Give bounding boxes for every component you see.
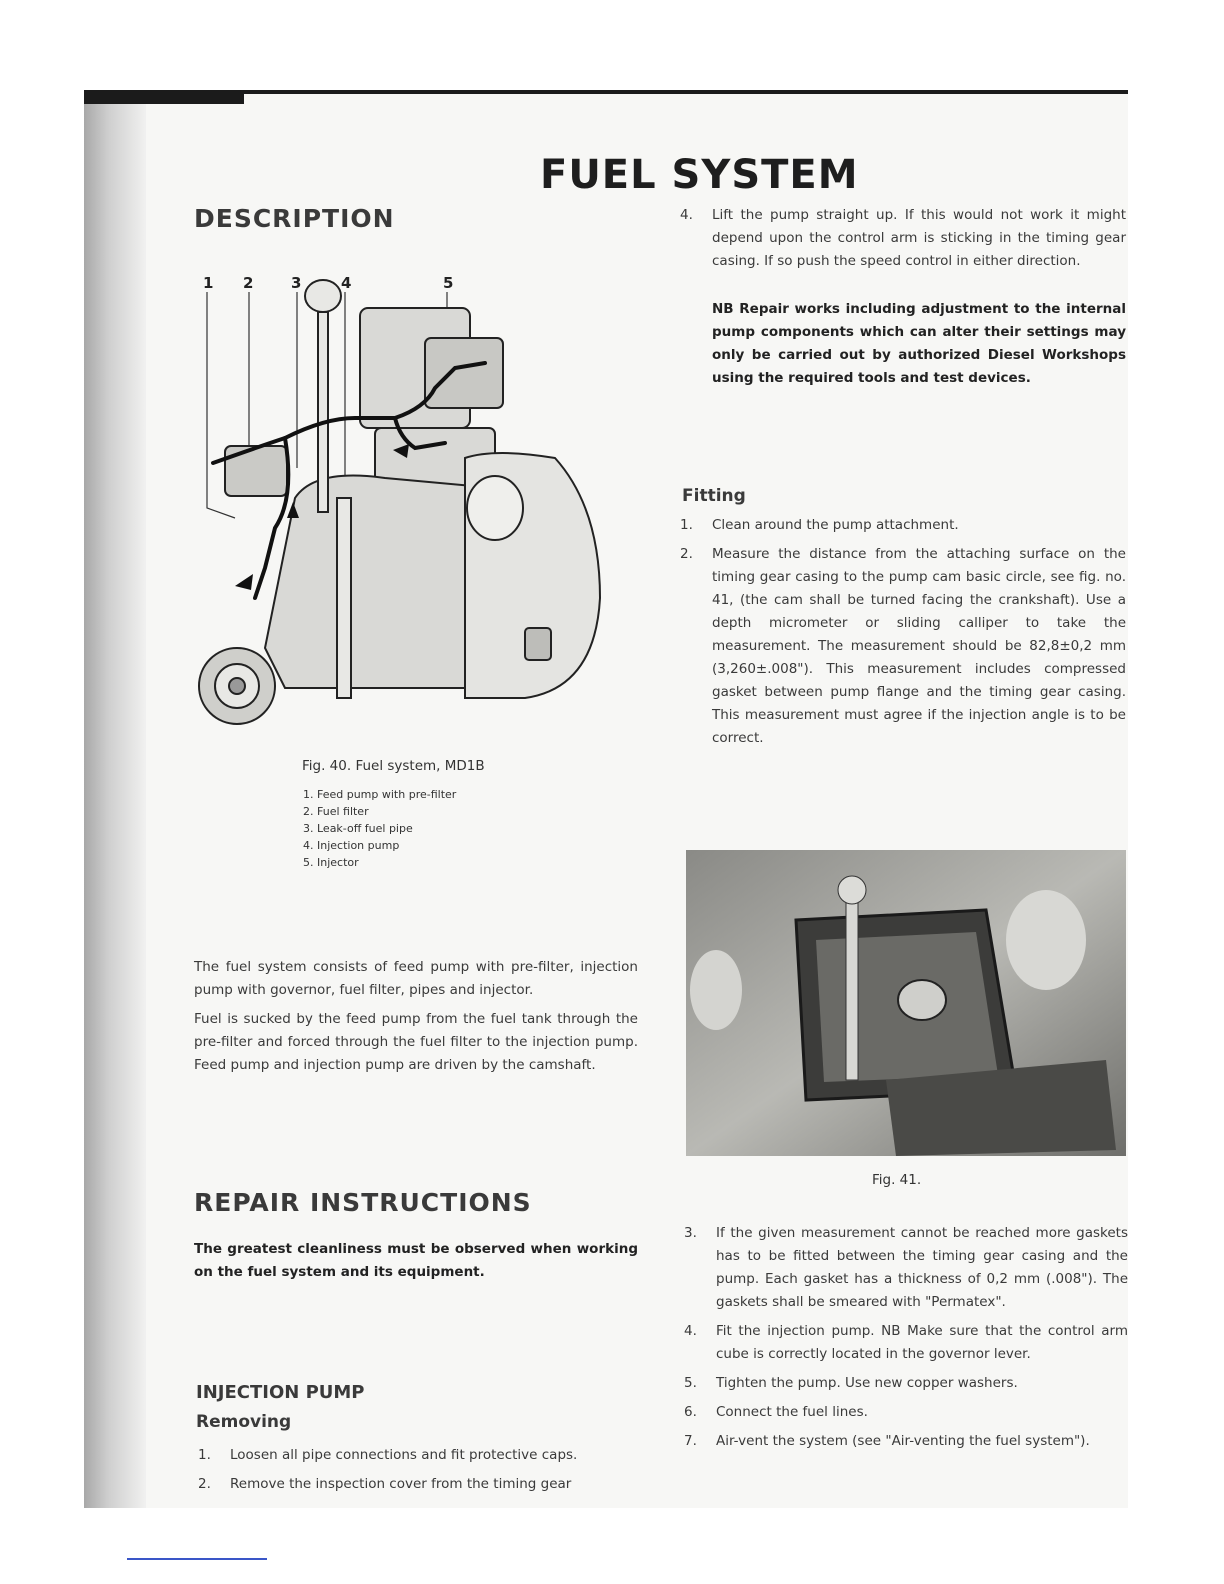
list-item: [684, 1401, 1128, 1424]
callout-3: 3: [291, 274, 302, 292]
figure-40-caption: Fig. 40. Fuel system, MD1B: [302, 758, 485, 774]
figure-41-photo: [686, 850, 1126, 1156]
step-number: 1.: [680, 517, 693, 533]
list-item: [684, 1372, 1128, 1395]
legend-item: 1. Feed pump with pre-filter: [303, 788, 457, 801]
step-number: 3.: [684, 1225, 697, 1241]
description-paragraph-1: The fuel system consists of feed pump with pre-filter, injection pump with governor, fuel filter, pipes and injector.: [194, 959, 638, 998]
step-text: Remove the inspection cover from the timing gear: [230, 1476, 572, 1492]
step-text: Air-vent the system (see "Air-venting the fuel system").: [716, 1433, 1090, 1449]
step-number: 4.: [684, 1323, 697, 1339]
list-item: [684, 1320, 1128, 1366]
fitting-heading: Fitting: [682, 486, 746, 506]
list-item: [680, 204, 1126, 273]
callout-1: 1: [203, 274, 214, 292]
list-item: [198, 1444, 638, 1467]
top-edge-mark: [84, 90, 244, 104]
legend-item: 5. Injector: [303, 856, 359, 869]
nb-repair-note: NB Repair works including adjustment to the internal pump components which can alter their settings may only be carried out by authorized Diesel Workshops using the required tools and test devices.: [712, 301, 1126, 386]
list-item: [680, 514, 1126, 537]
legend-item: 3. Leak-off fuel pipe: [303, 822, 413, 835]
step-text: If the given measurement cannot be reached more gaskets has to be fitted between the timing gear casing and the pump. Each gasket has a thickness of 0,2 mm (.008"). The gaskets shall be smeared with "Permatex".: [716, 1225, 1128, 1310]
figure-41-caption: Fig. 41.: [872, 1172, 922, 1188]
list-item: [198, 1473, 638, 1496]
step-number: 4.: [680, 207, 693, 223]
step-text: Tighten the pump. Use new copper washers.: [716, 1375, 1018, 1391]
repair-note: The greatest cleanliness must be observed when working on the fuel system and its equipment.: [194, 1241, 638, 1280]
step-number: 5.: [684, 1375, 697, 1391]
step-number: 6.: [684, 1404, 697, 1420]
callout-5: 5: [443, 274, 454, 292]
page-title: FUEL SYSTEM: [540, 152, 859, 198]
figure-40-engine-illustration: [195, 268, 615, 738]
description-heading: DESCRIPTION: [194, 204, 395, 233]
binding-shadow: [84, 90, 146, 1508]
step-text: Connect the fuel lines.: [716, 1404, 868, 1420]
step-number: 2.: [198, 1476, 211, 1492]
fitting-steps-b: [684, 1222, 1128, 1459]
description-paragraph-2: Fuel is sucked by the feed pump from the fuel tank through the pre-filter and forced through the fuel filter to the injection pump. Feed pump and injection pump are driven by the camshaft.: [194, 1011, 638, 1073]
step-text: Clean around the pump attachment.: [712, 517, 959, 533]
figure-40-legend: [303, 786, 456, 871]
removing-steps: [198, 1444, 638, 1502]
list-item: [684, 1222, 1128, 1314]
step-text: Measure the distance from the attaching surface on the timing gear casing to the pump cam basic circle, see fig. no. 41, (the cam shall be turned facing the crankshaft). Use a depth micrometer or sliding calliper to take the measurement. The measurement should be 82,8±0,2 mm (3,260±.008"). This measurement includes compressed gasket between pump flange and the timing gear casing. This measurement must agree if the injection angle is to be correct.: [712, 546, 1126, 746]
list-item: [680, 543, 1126, 750]
removing-heading: Removing: [196, 1412, 292, 1432]
callout-2: 2: [243, 274, 254, 292]
list-item: [684, 1430, 1128, 1453]
injection-pump-heading: INJECTION PUMP: [196, 1382, 365, 1403]
repair-instructions-heading: REPAIR INSTRUCTIONS: [194, 1188, 532, 1217]
legend-item: 4. Injection pump: [303, 839, 400, 852]
legend-item: 2. Fuel filter: [303, 805, 369, 818]
step-number: 1.: [198, 1447, 211, 1463]
step-number: 7.: [684, 1433, 697, 1449]
page-footer-rule: [127, 1558, 267, 1560]
step-text: Lift the pump straight up. If this would not work it might depend upon the control arm is sticking in the timing gear casing. If so push the speed control in either direction.: [712, 207, 1126, 269]
removing-step-4: [680, 204, 1126, 279]
fitting-steps-a: [680, 514, 1126, 756]
callout-4: 4: [341, 274, 352, 292]
step-number: 2.: [680, 546, 693, 562]
step-text: Loosen all pipe connections and fit protective caps.: [230, 1447, 578, 1463]
step-text: Fit the injection pump. NB Make sure that the control arm cube is correctly located in the governor lever.: [716, 1323, 1128, 1362]
